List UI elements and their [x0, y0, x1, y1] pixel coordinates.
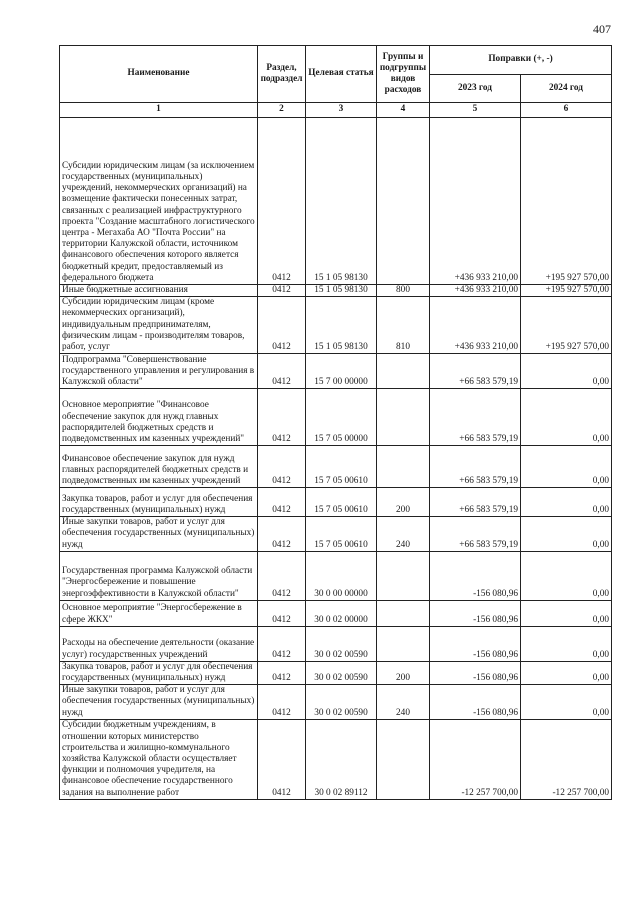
row-amount-2024: +195 927 570,00	[521, 118, 612, 285]
column-number: 3	[306, 103, 377, 118]
row-amount-2023: -156 080,96	[430, 551, 521, 600]
row-name: Основное мероприятие "Энергосбережение в сфере ЖКХ"	[60, 600, 258, 626]
row-target-article: 30 0 02 00590	[306, 626, 377, 661]
row-name: Расходы на обеспечение деятельности (оказание услуг) государственных учреждений	[60, 626, 258, 661]
row-amount-2023: +66 583 579,19	[430, 488, 521, 517]
row-name: Государственная программа Калужской области "Энергосбережение и повышение энергоэффективности в Калужской области"	[60, 551, 258, 600]
row-expense-group: 800	[377, 285, 430, 297]
table-row	[60, 389, 612, 446]
column-number: 2	[258, 103, 306, 118]
row-amount-2023: +436 933 210,00	[430, 285, 521, 297]
row-name: Субсидии юридическим лицам (кроме некоммерческих организаций), индивидуальным предпринимателям, физическим лицам - производителям товаров, работ, услуг	[60, 297, 258, 354]
table-row	[60, 354, 612, 389]
row-name: Субсидии бюджетным учреждениям, в отношении которых министерство строительства и жилищно-коммунального хозяйства Калужской области осуществляет функции и полномочия учредителя, на финансовое обеспечение государственного задания на выполнение работ	[60, 719, 258, 799]
row-expense-group	[377, 118, 430, 285]
row-amount-2023: -12 257 700,00	[430, 719, 521, 799]
table-row	[60, 118, 612, 285]
row-expense-group: 810	[377, 297, 430, 354]
row-name: Субсидии юридическим лицам (за исключением государственных (муниципальных) учреждений, некоммерческих организаций) на возмещение фактически понесенных затрат, связанных с реализацией инфраструктурного проекта "Создание масштабного логистического центра - Мегахаба АО "Почта России" на территории Калужской области, источником финансового обеспечения которого является бюджетный кредит, предоставляемый из федерального бюджета	[60, 118, 258, 285]
table-row	[60, 551, 612, 600]
row-section: 0412	[258, 626, 306, 661]
row-amount-2024: -12 257 700,00	[521, 719, 612, 799]
header-year-2024: 2024 год	[521, 75, 612, 103]
column-number: 6	[521, 103, 612, 118]
row-amount-2023: +436 933 210,00	[430, 297, 521, 354]
column-number: 4	[377, 103, 430, 118]
row-section: 0412	[258, 285, 306, 297]
row-amount-2023: +66 583 579,19	[430, 446, 521, 488]
row-amount-2023: -156 080,96	[430, 661, 521, 684]
row-section: 0412	[258, 551, 306, 600]
row-amount-2024: 0,00	[521, 446, 612, 488]
header-amendments: Поправки (+, -)	[430, 46, 612, 75]
row-target-article: 15 7 05 00000	[306, 389, 377, 446]
row-section: 0412	[258, 600, 306, 626]
row-amount-2024: +195 927 570,00	[521, 297, 612, 354]
row-expense-group: 240	[377, 685, 430, 720]
row-target-article: 15 1 05 98130	[306, 118, 377, 285]
row-expense-group: 200	[377, 661, 430, 684]
row-name: Финансовое обеспечение закупок для нужд главных распорядителей бюджетных средств и подведомственных им казенных учреждений	[60, 446, 258, 488]
row-target-article: 30 0 02 00000	[306, 600, 377, 626]
row-section: 0412	[258, 354, 306, 389]
row-target-article: 15 7 05 00610	[306, 517, 377, 552]
table-row	[60, 600, 612, 626]
row-section: 0412	[258, 517, 306, 552]
row-expense-group	[377, 354, 430, 389]
row-amount-2024: 0,00	[521, 661, 612, 684]
page-number: 407	[593, 22, 611, 36]
row-name: Закупка товаров, работ и услуг для обеспечения государственных (муниципальных) нужд	[60, 661, 258, 684]
row-expense-group	[377, 446, 430, 488]
row-section: 0412	[258, 297, 306, 354]
row-name: Подпрограмма "Совершенствование государственного управления и регулирования в Калужской области"	[60, 354, 258, 389]
budget-amendments-table	[59, 45, 612, 800]
table-row	[60, 685, 612, 720]
row-section: 0412	[258, 685, 306, 720]
row-expense-group	[377, 600, 430, 626]
row-name: Иные закупки товаров, работ и услуг для обеспечения государственных (муниципальных) нужд	[60, 517, 258, 552]
row-target-article: 15 7 00 00000	[306, 354, 377, 389]
row-amount-2023: +436 933 210,00	[430, 118, 521, 285]
row-target-article: 30 0 00 00000	[306, 551, 377, 600]
header-name: Наименование	[60, 46, 258, 103]
row-target-article: 15 7 05 00610	[306, 446, 377, 488]
row-target-article: 15 7 05 00610	[306, 488, 377, 517]
row-target-article: 30 0 02 00590	[306, 661, 377, 684]
row-amount-2023: -156 080,96	[430, 600, 521, 626]
row-expense-group	[377, 551, 430, 600]
header-year-2023: 2023 год	[430, 75, 521, 103]
row-expense-group: 200	[377, 488, 430, 517]
row-amount-2024: 0,00	[521, 389, 612, 446]
column-number: 1	[60, 103, 258, 118]
row-amount-2024: 0,00	[521, 600, 612, 626]
row-section: 0412	[258, 719, 306, 799]
table-row	[60, 517, 612, 552]
row-amount-2024: 0,00	[521, 626, 612, 661]
table-row	[60, 488, 612, 517]
row-amount-2024: 0,00	[521, 354, 612, 389]
row-expense-group: 240	[377, 517, 430, 552]
table-row	[60, 297, 612, 354]
row-amount-2023: +66 583 579,19	[430, 354, 521, 389]
header-expense-groups: Группы и подгруппы видов расходов	[377, 46, 430, 103]
row-amount-2024: 0,00	[521, 685, 612, 720]
table-row	[60, 626, 612, 661]
row-section: 0412	[258, 446, 306, 488]
table-row	[60, 719, 612, 799]
row-target-article: 30 0 02 89112	[306, 719, 377, 799]
table-row	[60, 661, 612, 684]
row-amount-2024: 0,00	[521, 517, 612, 552]
row-expense-group	[377, 389, 430, 446]
row-name: Иные закупки товаров, работ и услуг для обеспечения государственных (муниципальных) нужд	[60, 685, 258, 720]
header-target-article: Целевая статья	[306, 46, 377, 103]
row-target-article: 30 0 02 00590	[306, 685, 377, 720]
row-name: Закупка товаров, работ и услуг для обеспечения государственных (муниципальных) нужд	[60, 488, 258, 517]
header-section: Раздел, подраздел	[258, 46, 306, 103]
row-expense-group	[377, 719, 430, 799]
row-amount-2023: +66 583 579,19	[430, 517, 521, 552]
row-amount-2023: +66 583 579,19	[430, 389, 521, 446]
row-name: Иные бюджетные ассигнования	[60, 285, 258, 297]
column-number: 5	[430, 103, 521, 118]
row-section: 0412	[258, 118, 306, 285]
row-section: 0412	[258, 661, 306, 684]
row-expense-group	[377, 626, 430, 661]
row-amount-2024: 0,00	[521, 551, 612, 600]
row-name: Основное мероприятие "Финансовое обеспечение закупок для нужд главных распорядителей бюджетных средств и подведомственных им казенных учреждений"	[60, 389, 258, 446]
table-row	[60, 446, 612, 488]
table-row	[60, 285, 612, 297]
row-amount-2023: -156 080,96	[430, 685, 521, 720]
row-amount-2024: +195 927 570,00	[521, 285, 612, 297]
row-target-article: 15 1 05 98130	[306, 285, 377, 297]
row-amount-2023: -156 080,96	[430, 626, 521, 661]
column-numbers-row	[60, 103, 612, 118]
row-amount-2024: 0,00	[521, 488, 612, 517]
row-section: 0412	[258, 389, 306, 446]
row-section: 0412	[258, 488, 306, 517]
row-target-article: 15 1 05 98130	[306, 297, 377, 354]
